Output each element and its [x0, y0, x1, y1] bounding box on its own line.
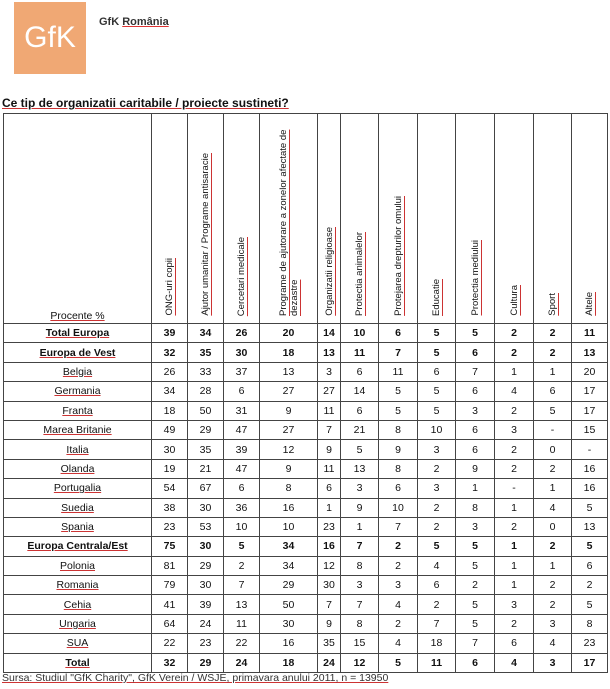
- column-header-label: Programe de ajutorare a zonelor afectate de dezastre: [277, 129, 300, 316]
- table-cell: 16: [260, 498, 318, 517]
- table-cell: 6: [495, 634, 534, 653]
- row-label: Romania: [4, 576, 152, 595]
- table-cell: 12: [260, 440, 318, 459]
- table-cell: 2: [456, 576, 495, 595]
- table-cell: 11: [224, 614, 260, 633]
- column-header: [224, 114, 260, 324]
- table-cell: 13: [224, 595, 260, 614]
- table-cell: -: [572, 440, 608, 459]
- row-label: Belgia: [4, 362, 152, 381]
- table-cell: 2: [379, 556, 418, 575]
- table-cell: 2: [495, 343, 534, 362]
- table-cell: 5: [379, 382, 418, 401]
- table-cell: 6: [534, 382, 572, 401]
- table-cell: 4: [534, 498, 572, 517]
- table-body: [4, 324, 608, 673]
- table-cell: 34: [152, 382, 188, 401]
- table-cell: 17: [572, 653, 608, 672]
- table-row: [4, 401, 608, 420]
- table-cell: 50: [260, 595, 318, 614]
- column-header-label: Altele: [584, 292, 595, 316]
- corner-label: Procente %: [4, 114, 152, 324]
- column-header: [418, 114, 456, 324]
- table-cell: 19: [152, 459, 188, 478]
- table-row: [4, 576, 608, 595]
- table-cell: 10: [260, 517, 318, 536]
- table-cell: 2: [534, 537, 572, 556]
- table-cell: 22: [224, 634, 260, 653]
- table-cell: 21: [188, 459, 224, 478]
- table-cell: 26: [152, 362, 188, 381]
- column-header-label: Sport: [547, 293, 558, 316]
- table-cell: 30: [318, 576, 341, 595]
- table-cell: 5: [456, 595, 495, 614]
- table-cell: 18: [152, 401, 188, 420]
- table-cell: 53: [188, 517, 224, 536]
- table-cell: 2: [379, 537, 418, 556]
- table-cell: 2: [379, 614, 418, 633]
- table-cell: 12: [318, 556, 341, 575]
- table-cell: 9: [318, 440, 341, 459]
- table-cell: 5: [418, 382, 456, 401]
- column-header-label: ONG-uri copii: [164, 258, 175, 316]
- table-cell: 29: [188, 420, 224, 439]
- table-cell: 6: [456, 382, 495, 401]
- brand-name: [99, 16, 169, 28]
- table-cell: 6: [318, 479, 341, 498]
- table-cell: 5: [456, 324, 495, 343]
- table-cell: 32: [152, 343, 188, 362]
- table-cell: 17: [572, 401, 608, 420]
- table-cell: 16: [572, 459, 608, 478]
- table-cell: 27: [260, 420, 318, 439]
- table-cell: -: [495, 479, 534, 498]
- row-label: Franta: [4, 401, 152, 420]
- table-cell: 13: [572, 517, 608, 536]
- table-cell: 3: [418, 479, 456, 498]
- table-cell: 10: [418, 420, 456, 439]
- table-cell: 24: [224, 653, 260, 672]
- table-cell: 30: [224, 343, 260, 362]
- column-header: [534, 114, 572, 324]
- table-cell: 6: [341, 401, 379, 420]
- table-cell: 9: [456, 459, 495, 478]
- table-cell: 11: [379, 362, 418, 381]
- table-cell: 29: [188, 653, 224, 672]
- table-cell: 2: [418, 459, 456, 478]
- table-row: [4, 479, 608, 498]
- table-cell: 8: [341, 556, 379, 575]
- table-cell: 34: [260, 537, 318, 556]
- table-cell: 75: [152, 537, 188, 556]
- table-cell: 2: [534, 324, 572, 343]
- table-cell: 47: [224, 420, 260, 439]
- table-cell: 49: [152, 420, 188, 439]
- table-cell: 10: [379, 498, 418, 517]
- table-cell: 3: [318, 362, 341, 381]
- table-cell: 5: [418, 401, 456, 420]
- table-cell: 30: [188, 576, 224, 595]
- table-cell: 12: [341, 653, 379, 672]
- table-row: [4, 440, 608, 459]
- table-cell: 8: [379, 459, 418, 478]
- row-label: Europa de Vest: [4, 343, 152, 362]
- table-cell: 23: [188, 634, 224, 653]
- column-header: [188, 114, 224, 324]
- table-cell: 9: [260, 459, 318, 478]
- table-cell: 4: [495, 653, 534, 672]
- table-cell: 29: [260, 576, 318, 595]
- column-header-label: Organizatii religioase: [323, 227, 335, 316]
- table-cell: 39: [224, 440, 260, 459]
- table-cell: 2: [534, 576, 572, 595]
- table-cell: 3: [534, 653, 572, 672]
- column-header: [260, 114, 318, 324]
- table-cell: 2: [495, 440, 534, 459]
- table-cell: 21: [341, 420, 379, 439]
- table-cell: 3: [418, 440, 456, 459]
- table-cell: 1: [495, 576, 534, 595]
- table-cell: 22: [152, 634, 188, 653]
- survey-question: Ce tip de organizatii caritabile / proiecte sustineti?: [2, 96, 289, 110]
- table-cell: 27: [260, 382, 318, 401]
- table-cell: 13: [572, 343, 608, 362]
- column-header: [152, 114, 188, 324]
- table-cell: 10: [341, 324, 379, 343]
- table-row: [4, 556, 608, 575]
- table-cell: 1: [534, 362, 572, 381]
- table-cell: 5: [456, 537, 495, 556]
- table-cell: 5: [418, 537, 456, 556]
- column-header-label: Ajutor umanitar / Programe antisaracie: [200, 153, 211, 316]
- table-cell: 2: [495, 324, 534, 343]
- table-cell: 16: [318, 537, 341, 556]
- table-cell: 5: [572, 498, 608, 517]
- report-header: [0, 0, 610, 96]
- table-cell: 16: [260, 634, 318, 653]
- table-cell: 5: [456, 556, 495, 575]
- column-header: [341, 114, 379, 324]
- table-cell: 35: [318, 634, 341, 653]
- table-cell: 2: [534, 595, 572, 614]
- table-cell: 1: [495, 498, 534, 517]
- table-row: [4, 420, 608, 439]
- table-cell: 41: [152, 595, 188, 614]
- table-cell: 1: [495, 537, 534, 556]
- table-row: [4, 382, 608, 401]
- table-cell: 10: [224, 517, 260, 536]
- table-cell: 30: [260, 614, 318, 633]
- table-cell: 5: [418, 324, 456, 343]
- table-cell: 81: [152, 556, 188, 575]
- table-cell: 7: [379, 517, 418, 536]
- table-cell: 33: [188, 362, 224, 381]
- table-cell: 0: [534, 440, 572, 459]
- table-cell: 7: [318, 595, 341, 614]
- column-header-label: Protectia mediului: [469, 240, 481, 316]
- table-cell: 5: [224, 537, 260, 556]
- table-cell: 67: [188, 479, 224, 498]
- table-row: [4, 498, 608, 517]
- table-cell: 6: [456, 440, 495, 459]
- table-row: [4, 634, 608, 653]
- table-cell: 2: [495, 459, 534, 478]
- row-label: Europa Centrala/Est: [4, 537, 152, 556]
- table-cell: 13: [341, 459, 379, 478]
- table-cell: 39: [188, 595, 224, 614]
- table-cell: 5: [341, 440, 379, 459]
- table-cell: 7: [224, 576, 260, 595]
- table-cell: 15: [341, 634, 379, 653]
- table-cell: 34: [188, 324, 224, 343]
- table-cell: 36: [224, 498, 260, 517]
- table-cell: 5: [418, 343, 456, 362]
- table-cell: 8: [456, 498, 495, 517]
- table-cell: 1: [341, 517, 379, 536]
- row-label: Total: [4, 653, 152, 672]
- table-cell: 11: [572, 324, 608, 343]
- table-cell: 2: [495, 614, 534, 633]
- table-cell: 50: [188, 401, 224, 420]
- table-cell: 11: [318, 459, 341, 478]
- table-cell: 28: [188, 382, 224, 401]
- table-cell: 6: [341, 362, 379, 381]
- table-cell: 16: [572, 479, 608, 498]
- table-cell: 9: [260, 401, 318, 420]
- table-cell: 9: [341, 498, 379, 517]
- table-cell: 47: [224, 459, 260, 478]
- table-cell: 20: [260, 324, 318, 343]
- table-cell: 4: [418, 556, 456, 575]
- table-cell: 17: [572, 382, 608, 401]
- table-cell: 9: [379, 440, 418, 459]
- table-cell: 2: [495, 401, 534, 420]
- table-cell: 6: [379, 479, 418, 498]
- table-cell: 8: [260, 479, 318, 498]
- column-header: [318, 114, 341, 324]
- table-cell: 64: [152, 614, 188, 633]
- table-cell: 6: [456, 653, 495, 672]
- table-cell: 23: [152, 517, 188, 536]
- table-cell: 15: [572, 420, 608, 439]
- brand-prefix: GfK: [99, 16, 120, 28]
- table-cell: 7: [456, 362, 495, 381]
- table-cell: 30: [152, 440, 188, 459]
- table-cell: -: [534, 420, 572, 439]
- table-cell: 5: [534, 401, 572, 420]
- table-cell: 8: [572, 614, 608, 633]
- table-cell: 3: [379, 576, 418, 595]
- table-cell: 4: [379, 595, 418, 614]
- table-cell: 34: [260, 556, 318, 575]
- table-cell: 3: [341, 479, 379, 498]
- table-cell: 1: [534, 556, 572, 575]
- table-cell: 37: [224, 362, 260, 381]
- table-cell: 5: [456, 614, 495, 633]
- table-cell: 7: [341, 595, 379, 614]
- table-cell: 9: [318, 614, 341, 633]
- table-row: [4, 653, 608, 672]
- table-cell: 23: [572, 634, 608, 653]
- table-row: [4, 362, 608, 381]
- table-cell: 1: [495, 362, 534, 381]
- table-header-row: [4, 114, 608, 324]
- table-cell: 2: [224, 556, 260, 575]
- table-cell: 2: [495, 517, 534, 536]
- table-cell: 13: [318, 343, 341, 362]
- table-cell: 24: [188, 614, 224, 633]
- column-header-label: Protejarea drepturilor omului: [392, 196, 404, 316]
- table-cell: 5: [572, 537, 608, 556]
- table-cell: 0: [534, 517, 572, 536]
- table-cell: 3: [495, 420, 534, 439]
- table-cell: 4: [534, 634, 572, 653]
- table-cell: 7: [418, 614, 456, 633]
- table-cell: 3: [341, 576, 379, 595]
- table-cell: 2: [572, 576, 608, 595]
- row-label: Ungaria: [4, 614, 152, 633]
- table-cell: 18: [260, 653, 318, 672]
- table-cell: 6: [572, 556, 608, 575]
- row-label: Polonia: [4, 556, 152, 575]
- table-cell: 29: [188, 556, 224, 575]
- table-cell: 2: [534, 459, 572, 478]
- charity-table: [3, 113, 608, 673]
- column-header-label: Educatie: [431, 279, 442, 316]
- column-header-label: Cultura: [508, 285, 520, 316]
- table-cell: 6: [456, 420, 495, 439]
- table-cell: 30: [188, 498, 224, 517]
- table-cell: 18: [418, 634, 456, 653]
- table-cell: 27: [318, 382, 341, 401]
- column-header: [495, 114, 534, 324]
- table-cell: 14: [318, 324, 341, 343]
- table-cell: 1: [534, 479, 572, 498]
- table-cell: 11: [318, 401, 341, 420]
- gfk-logo: GfK: [14, 2, 86, 74]
- table-cell: 32: [152, 653, 188, 672]
- row-label: Spania: [4, 517, 152, 536]
- table-cell: 3: [456, 517, 495, 536]
- table-cell: 8: [341, 614, 379, 633]
- table-row: [4, 595, 608, 614]
- column-header-label: Protectia animalelor: [354, 232, 365, 316]
- row-label: Portugalia: [4, 479, 152, 498]
- table-row: [4, 614, 608, 633]
- table-cell: 8: [379, 420, 418, 439]
- table-row: [4, 324, 608, 343]
- row-label: Suedia: [4, 498, 152, 517]
- table-row: [4, 537, 608, 556]
- table-cell: 79: [152, 576, 188, 595]
- table-cell: 1: [456, 479, 495, 498]
- row-label: Germania: [4, 382, 152, 401]
- table-cell: 13: [260, 362, 318, 381]
- table-row: [4, 517, 608, 536]
- row-label: SUA: [4, 634, 152, 653]
- row-label: Total Europa: [4, 324, 152, 343]
- table-cell: 4: [379, 634, 418, 653]
- table-cell: 6: [418, 362, 456, 381]
- table-cell: 6: [418, 576, 456, 595]
- table-cell: 39: [152, 324, 188, 343]
- column-header: [379, 114, 418, 324]
- row-label: Italia: [4, 440, 152, 459]
- source-note: Sursa: Studiul "GfK Charity", GfK Verein / WSJE, primavara anului 2011, n = 13950: [2, 672, 389, 684]
- table-cell: 2: [418, 595, 456, 614]
- table-cell: 38: [152, 498, 188, 517]
- table-cell: 5: [379, 653, 418, 672]
- table-cell: 26: [224, 324, 260, 343]
- table-cell: 35: [188, 343, 224, 362]
- column-header: [456, 114, 495, 324]
- table-cell: 1: [495, 556, 534, 575]
- table-cell: 11: [418, 653, 456, 672]
- table-cell: 3: [456, 401, 495, 420]
- table-cell: 2: [418, 498, 456, 517]
- table-cell: 6: [379, 324, 418, 343]
- table-cell: 2: [534, 343, 572, 362]
- table-cell: 30: [188, 537, 224, 556]
- row-label: Marea Britanie: [4, 420, 152, 439]
- table-cell: 4: [495, 382, 534, 401]
- table-cell: 3: [534, 614, 572, 633]
- table-cell: 5: [379, 401, 418, 420]
- table-cell: 6: [224, 382, 260, 401]
- table-cell: 24: [318, 653, 341, 672]
- table-cell: 2: [418, 517, 456, 536]
- table-cell: 7: [341, 537, 379, 556]
- brand-country: România: [122, 16, 169, 28]
- table-cell: 23: [318, 517, 341, 536]
- table-cell: 7: [318, 420, 341, 439]
- table-row: [4, 343, 608, 362]
- column-header: [572, 114, 608, 324]
- table-cell: 3: [495, 595, 534, 614]
- table-cell: 5: [572, 595, 608, 614]
- row-label: Cehia: [4, 595, 152, 614]
- table-cell: 20: [572, 362, 608, 381]
- table-row: [4, 459, 608, 478]
- table-cell: 11: [341, 343, 379, 362]
- table-cell: 7: [456, 634, 495, 653]
- table-cell: 6: [224, 479, 260, 498]
- table-cell: 54: [152, 479, 188, 498]
- table-cell: 31: [224, 401, 260, 420]
- table-cell: 35: [188, 440, 224, 459]
- table-cell: 18: [260, 343, 318, 362]
- table-cell: 7: [379, 343, 418, 362]
- table-cell: 1: [318, 498, 341, 517]
- column-header-label: Cercetari medicale: [236, 236, 247, 316]
- table-cell: 6: [456, 343, 495, 362]
- row-label: Olanda: [4, 459, 152, 478]
- table-cell: 14: [341, 382, 379, 401]
